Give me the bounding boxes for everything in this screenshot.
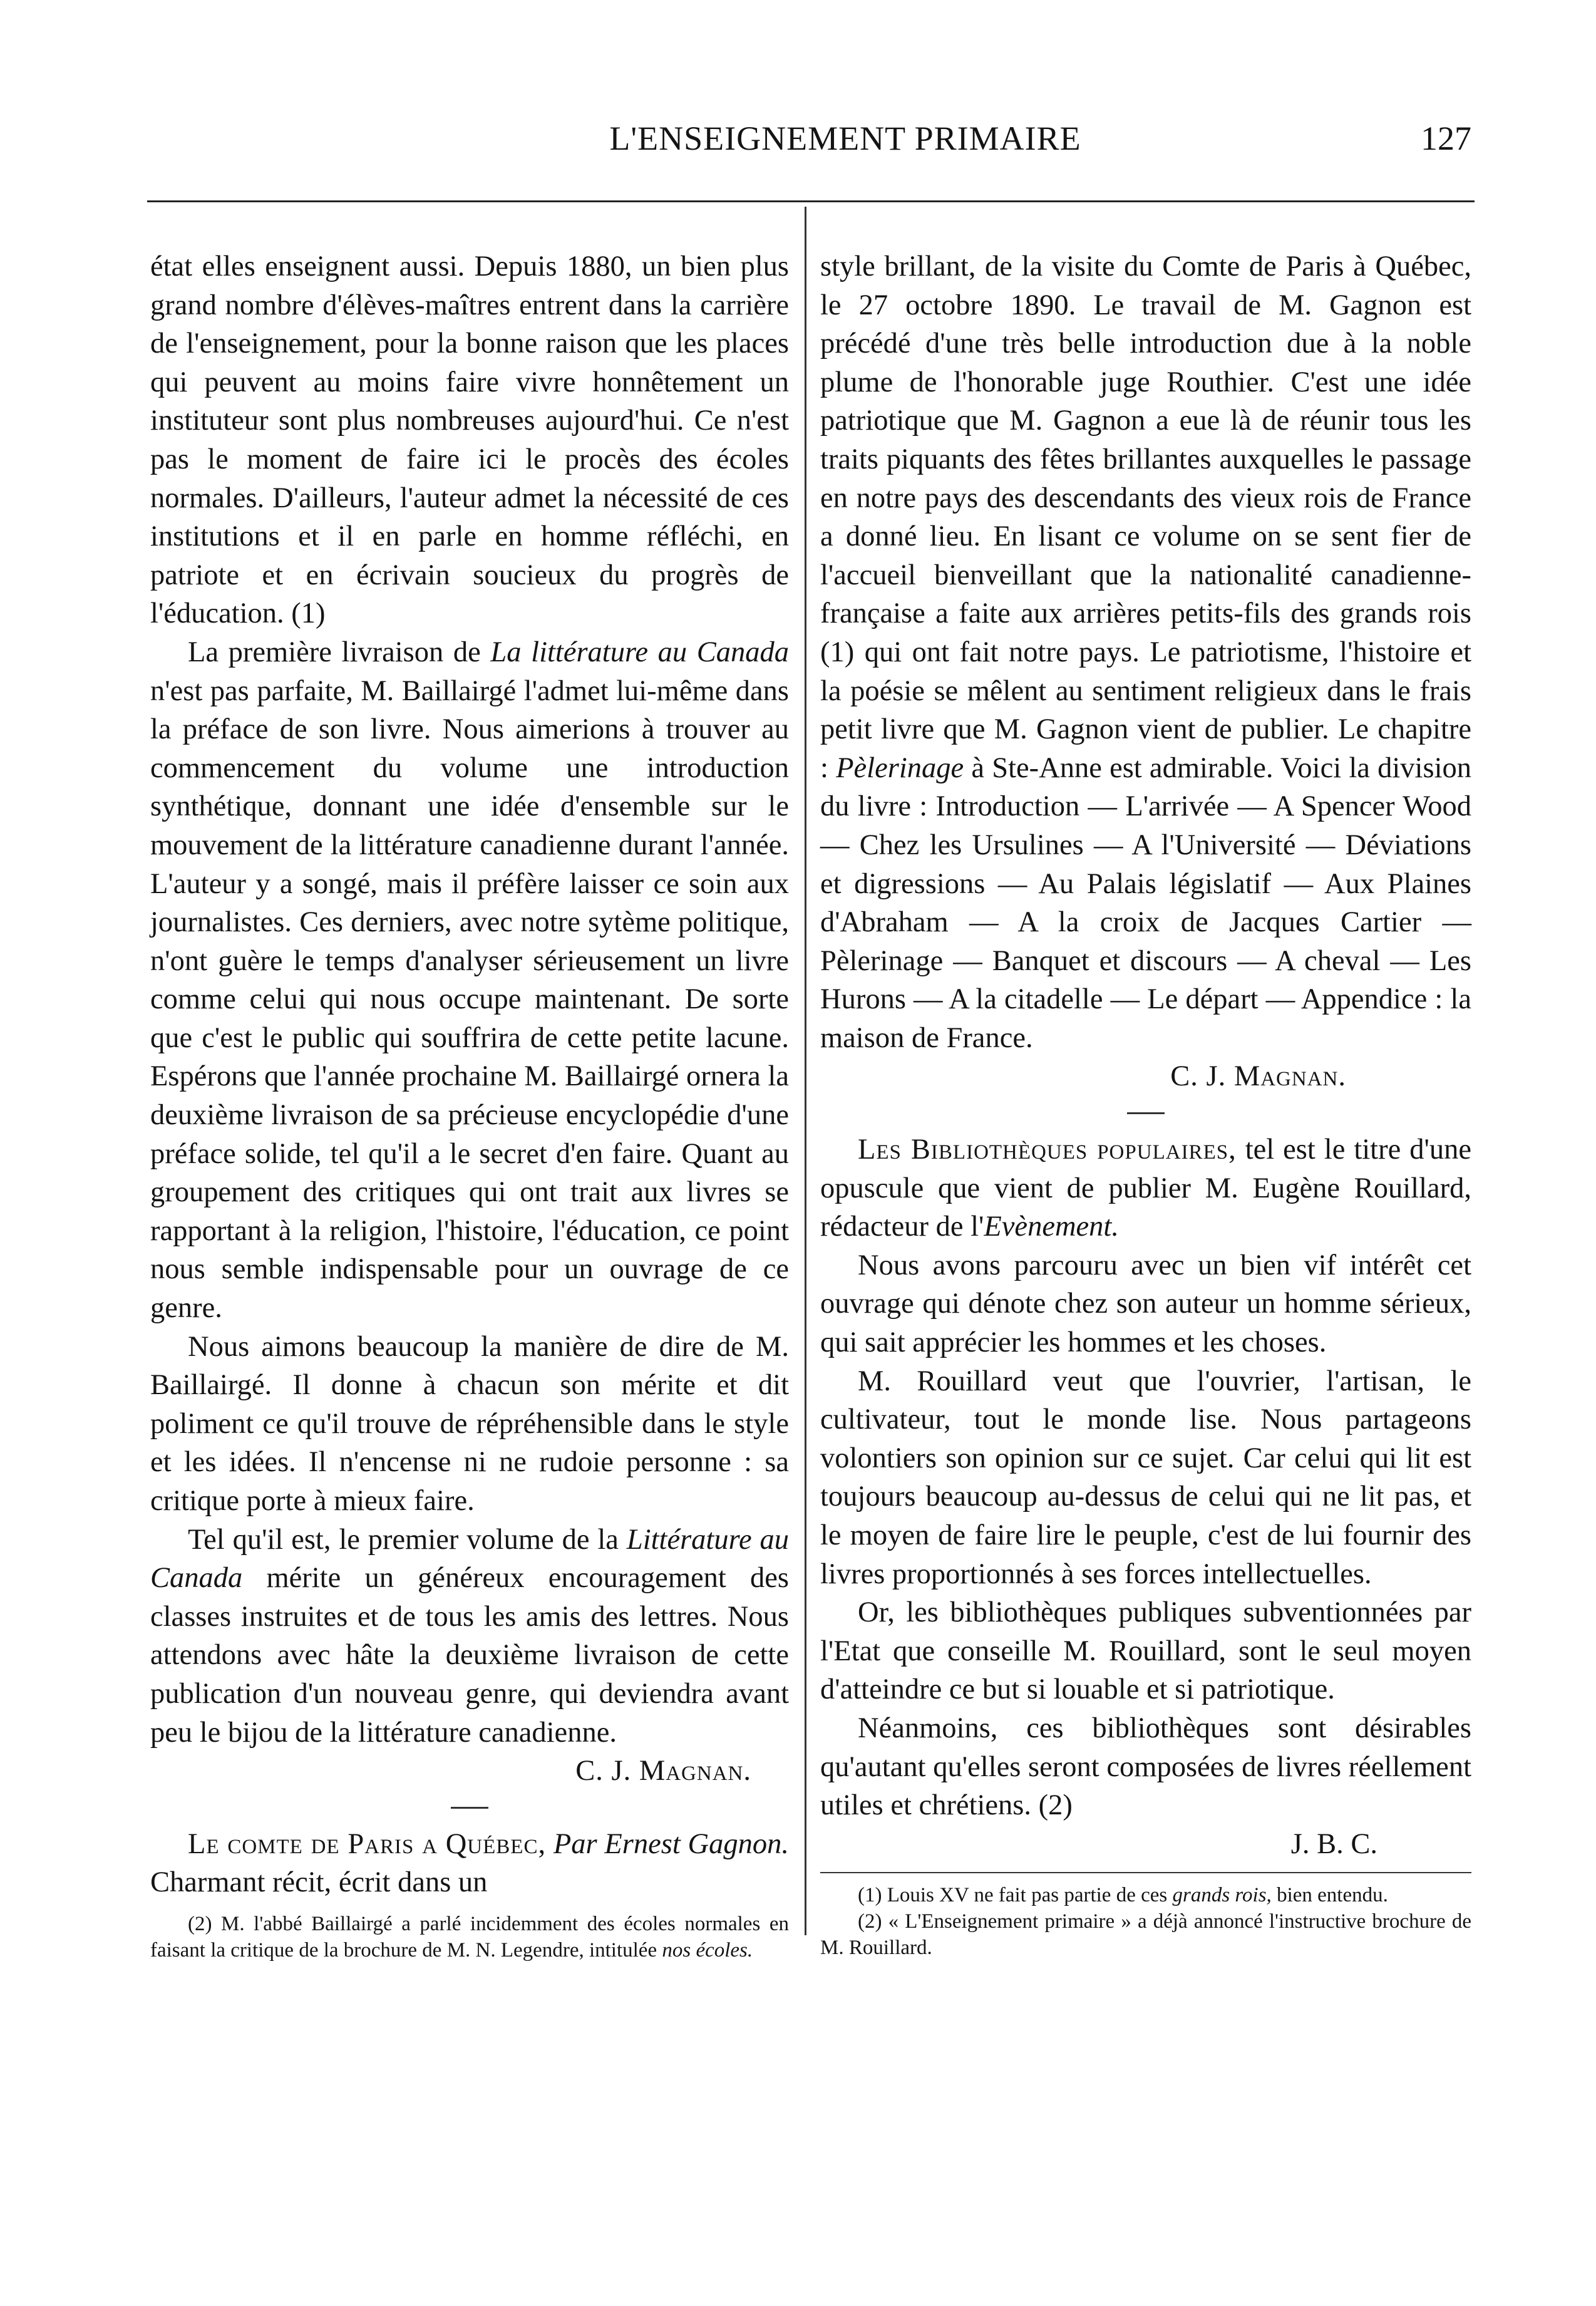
paragraph-text: M. Rouillard veut que l'ouvrier, l'artisan, le cultivateur, tout le monde lise. Nous partageons volontiers son opinion sur ce sujet. Car celui qui lit est toujours beaucoup au-dessus de celui qui ne lit pas, et le moyen de faire lire le peuple, c'est de lui fournir des livres proportionnés à ses forces intellectuelles. <box>820 1365 1471 1590</box>
section-separator <box>451 1807 488 1809</box>
paragraph <box>150 247 789 633</box>
chapter-title: Pèlerinage <box>836 752 964 784</box>
paragraph <box>150 1521 789 1752</box>
section-heading: Le comte de Paris a Québec, <box>188 1828 547 1860</box>
paragraph-text: Nous aimons beaucoup la manière de dire de M. Baillairgé. Il donne à chacun son mérite et dit poliment ce qu'il trouve de répréhensible dans le style et les idées. Il n'encense ni ne rudoie personne : sa critique porte à mieux faire. <box>150 1330 789 1517</box>
paragraph <box>820 247 1471 1057</box>
page-number: 127 <box>1421 120 1471 157</box>
newspaper-title: Evènement. <box>984 1211 1119 1243</box>
paragraph-text: mérite un généreux encouragement des classes instruites et de tous les amis des lettres. Nous attendons avec hâte la deuxième livraison de cette publication d'un nouveau genre, qui deviendra avant peu le bijou de la littérature canadienne. <box>150 1562 789 1749</box>
paragraph-text: Tel qu'il est, le premier volume de la <box>188 1523 627 1556</box>
signature: C. J. Magnan. <box>1170 1060 1346 1093</box>
paragraph <box>820 1246 1471 1362</box>
footnote-text: (1) Louis XV ne fait pas partie de ces <box>858 1884 1173 1907</box>
footnote-text: (2) « L'Enseignement primaire » a déjà annoncé l'instructive brochure de M. Rouillard. <box>820 1910 1471 1960</box>
page-header <box>150 119 1471 169</box>
header-rule <box>147 200 1475 202</box>
right-column <box>820 247 1471 1961</box>
footnote-text: bien entendu. <box>1271 1884 1388 1907</box>
signature: C. J. Magnan. <box>575 1755 751 1787</box>
paragraph <box>150 1328 789 1521</box>
section-separator <box>1127 1112 1165 1114</box>
paragraph <box>820 1130 1471 1246</box>
footnotes <box>150 1911 789 1963</box>
paragraph-text: à Ste-Anne est admirable. Voici la division du livre : Introduction — L'arrivée — A Spencer Wood — Chez les Ursulines — A l'Université — Déviations et digressions — Au Palais législatif — Aux Plaines d'Abraham — A la croix de Jacques Cartier — Pèlerinage — Banquet et discours — A cheval — Les Hurons — A la citadelle — Le départ — Appendice : la maison de France. <box>820 752 1471 1054</box>
paragraph <box>150 633 789 1328</box>
paragraph <box>820 1593 1471 1709</box>
running-title: L'ENSEIGNEMENT PRIMAIRE <box>609 120 1081 157</box>
column-divider <box>805 207 806 1935</box>
section-heading: Les Bibliothèques populaires, <box>858 1134 1237 1166</box>
footnote-title: grands rois, <box>1172 1884 1272 1907</box>
book-author: Par Ernest Gagnon. <box>553 1828 789 1860</box>
footnote-rule <box>820 1872 1471 1873</box>
paragraph-text: n'est pas parfaite, M. Baillairgé l'admet lui-même dans la préface de son livre. Nous aimerions à trouver au commencement du volume une introduction synthétique, donnant une idée d'ensemble sur le mouvement de la littérature canadienne durant l'année. L'auteur y a songé, mais il préfère laisser ce soin aux journalistes. Ces derniers, avec notre sytème politique, n'ont guère le temps d'analyser sérieusement un livre comme celui qui nous occupe maintenant. De sorte que c'est le public qui souffrira de cette petite lacune. Espérons que l'année prochaine M. Baillairgé ornera la deuxième livraison de sa précieuse encyclopédie d'une préface solide, tel qu'il a le secret d'en faire. Quant au groupement des critiques qui ont trait aux livres se rapportant à la religion, l'histoire, l'éducation, ce point nous semble indispensable pour un ouvrage de ce genre. <box>150 675 789 1325</box>
book-title: Littérature au Canada <box>150 1523 789 1595</box>
paragraph-text: état elles enseignent aussi. Depuis 1880, un bien plus grand nombre d'élèves-maîtres entrent dans la carrière de l'enseignement, pour la bonne raison que les places qui peuvent au moins faire vivre honnêtement un instituteur sont plus nombreuses aujourd'hui. Ce n'est pas le moment de faire ici le procès des écoles normales. D'ailleurs, l'auteur admet la nécessité de ces institutions et il en parle en homme réfléchi, en patriote et en écrivain soucieux du progrès de l'éducation. (1) <box>150 251 789 630</box>
footnote-text: (2) M. l'abbé Baillairgé a parlé incidemment des écoles normales en faisant la critique de la brochure de M. N. Legendre, intitulée <box>150 1912 789 1962</box>
signature: J. B. C. <box>1290 1828 1377 1860</box>
footnote-title: nos écoles. <box>662 1938 753 1962</box>
paragraph-text: tel est le titre d'une opuscule que vient de publier M. Eugène Rouillard, rédacteur de l' <box>820 1134 1471 1243</box>
paragraph-text: Charmant récit, écrit dans un <box>150 1866 488 1899</box>
left-column <box>150 247 789 1963</box>
paragraph <box>820 1362 1471 1594</box>
paragraph-text: La première livraison de <box>188 636 491 668</box>
paragraph-text: Or, les bibliothèques publiques subventionnées par l'Etat que conseille M. Rouillard, sont le seul moyen d'atteindre ce but si louable et si patriotique. <box>820 1596 1471 1706</box>
paragraph-text: Nous avons parcouru avec un bien vif intérêt cet ouvrage qui dénote chez son auteur un homme sérieux, qui sait apprécier les hommes et les choses. <box>820 1249 1471 1359</box>
paragraph <box>150 1825 789 1902</box>
paragraph-text: Néanmoins, ces bibliothèques sont désirables qu'autant qu'elles seront composées de livres réellement utiles et chrétiens. (2) <box>820 1712 1471 1822</box>
footnote <box>820 1908 1471 1961</box>
footnote <box>820 1882 1471 1908</box>
footnote <box>150 1911 789 1963</box>
paragraph <box>820 1709 1471 1825</box>
paragraph-text: style brillant, de la visite du Comte de Paris à Québec, le 27 octobre 1890. Le travail de M. Gagnon est précédé d'une très belle introduction due à la noble plume de l'honorable juge Routhier. C'est une idée patriotique que M. Gagnon a eue là de réunir tous les traits piquants des fêtes brillantes auxquelles le passage en notre pays des descendants des vieux rois de France a donné lieu. En lisant ce volume on se sent fier de l'accueil bienveillant que la nationalité canadienne-française a faite aux arrières petits-fils des grands rois (1) qui ont fait notre pays. Le patriotisme, l'histoire et la poésie se mêlent au sentiment religieux dans le frais petit livre que M. Gagnon vient de publier. Le chapitre : <box>820 251 1471 784</box>
book-title: La littérature au Canada <box>490 636 790 668</box>
footnotes <box>820 1882 1471 1961</box>
